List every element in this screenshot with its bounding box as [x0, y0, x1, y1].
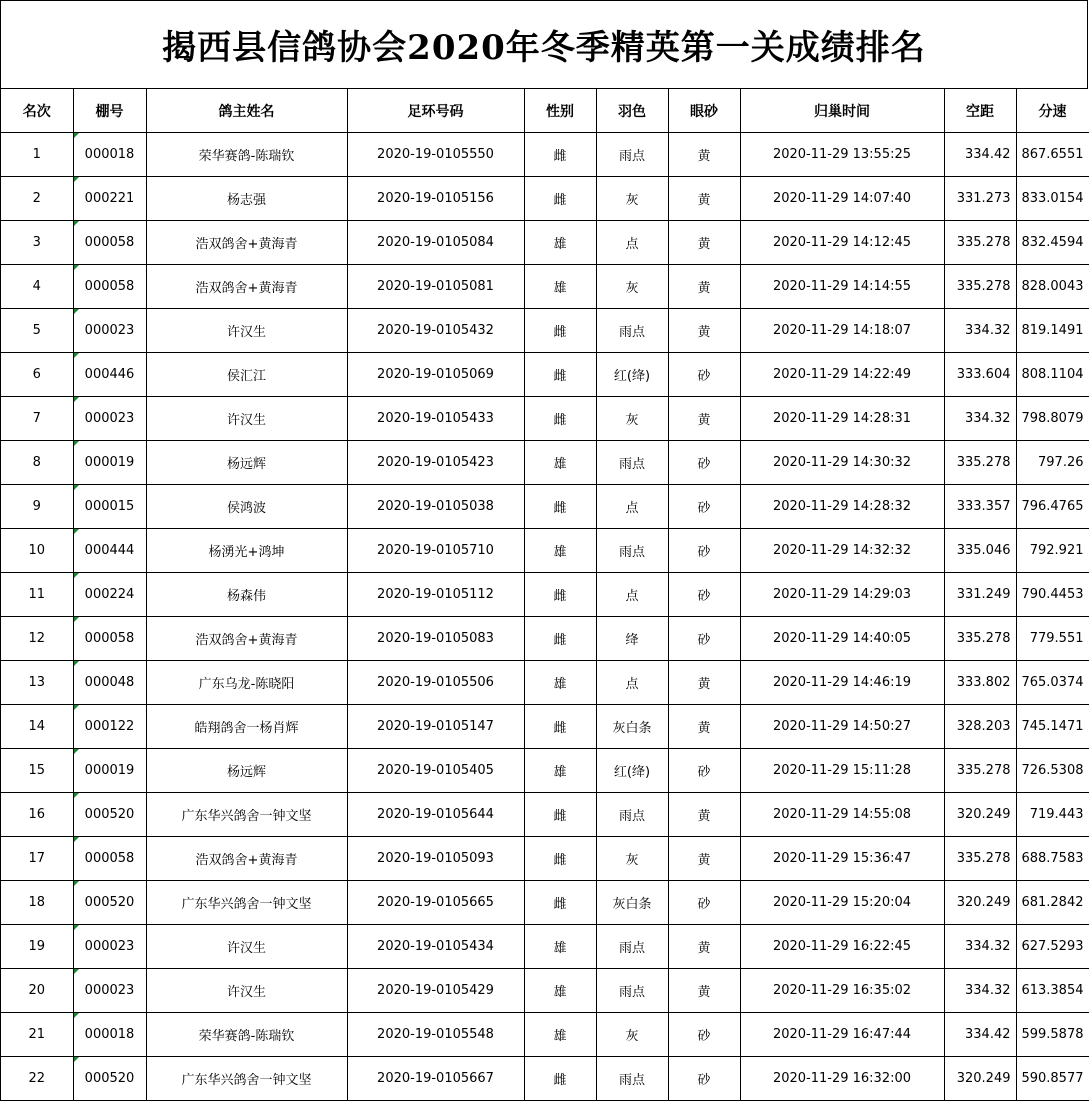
- speed-cell: 819.1491: [1016, 309, 1089, 353]
- col-header-sex: 性别: [524, 89, 596, 133]
- speed-cell: 792.921: [1016, 529, 1089, 573]
- distance-cell: 335.278: [944, 265, 1016, 309]
- ring-cell: 2020-19-0105038: [347, 485, 524, 529]
- color-cell: 点: [596, 573, 668, 617]
- owner-cell: 浩双鸽舍+黄海青: [146, 221, 347, 265]
- eye-cell: 砂: [668, 529, 740, 573]
- eye-cell: 黄: [668, 309, 740, 353]
- ring-cell: 2020-19-0105147: [347, 705, 524, 749]
- ring-cell: 2020-19-0105423: [347, 441, 524, 485]
- eye-cell: 黄: [668, 397, 740, 441]
- sex-cell: 雌: [524, 881, 596, 925]
- arrival-cell: 2020-11-29 14:14:55: [740, 265, 944, 309]
- color-cell: 雨点: [596, 309, 668, 353]
- color-cell: 雨点: [596, 529, 668, 573]
- owner-cell: 皓翔鸽舍一杨肖辉: [146, 705, 347, 749]
- rank-cell: 9: [1, 485, 73, 529]
- eye-cell: 黄: [668, 969, 740, 1013]
- owner-cell: 荣华赛鸽-陈瑞钦: [146, 133, 347, 177]
- color-cell: 灰: [596, 177, 668, 221]
- speed-cell: 627.5293: [1016, 925, 1089, 969]
- loft-cell: 000023: [73, 969, 146, 1013]
- arrival-cell: 2020-11-29 14:18:07: [740, 309, 944, 353]
- ring-cell: 2020-19-0105432: [347, 309, 524, 353]
- loft-cell: 000224: [73, 573, 146, 617]
- arrival-cell: 2020-11-29 13:55:25: [740, 133, 944, 177]
- loft-cell: 000058: [73, 221, 146, 265]
- sex-cell: 雌: [524, 793, 596, 837]
- table-row: [1, 529, 1089, 573]
- ring-cell: 2020-19-0105112: [347, 573, 524, 617]
- table-row: [1, 749, 1089, 793]
- loft-cell: 000019: [73, 749, 146, 793]
- owner-cell: 广东华兴鸽舍一钟文坚: [146, 793, 347, 837]
- ring-cell: 2020-19-0105405: [347, 749, 524, 793]
- sheet-title: 揭西县信鸽协会2020年冬季精英第一关成绩排名: [1, 1, 1088, 89]
- table-row: [1, 133, 1089, 177]
- speed-cell: 613.3854: [1016, 969, 1089, 1013]
- col-header-color: 羽色: [596, 89, 668, 133]
- ring-cell: 2020-19-0105710: [347, 529, 524, 573]
- distance-cell: 334.32: [944, 925, 1016, 969]
- table-body: [1, 133, 1089, 1101]
- color-cell: 雨点: [596, 1057, 668, 1101]
- col-header-arrival: 归巢时间: [740, 89, 944, 133]
- sex-cell: 雌: [524, 133, 596, 177]
- table-row: [1, 441, 1089, 485]
- distance-cell: 331.273: [944, 177, 1016, 221]
- distance-cell: 320.249: [944, 881, 1016, 925]
- col-header-eye: 眼砂: [668, 89, 740, 133]
- table-row: [1, 309, 1089, 353]
- distance-cell: 334.42: [944, 133, 1016, 177]
- color-cell: 红(绛): [596, 749, 668, 793]
- distance-cell: 333.357: [944, 485, 1016, 529]
- eye-cell: 砂: [668, 749, 740, 793]
- speed-cell: 798.8079: [1016, 397, 1089, 441]
- distance-cell: 335.046: [944, 529, 1016, 573]
- owner-cell: 许汉生: [146, 397, 347, 441]
- distance-cell: 333.604: [944, 353, 1016, 397]
- loft-cell: 000221: [73, 177, 146, 221]
- col-header-distance: 空距: [944, 89, 1016, 133]
- speed-cell: 797.26: [1016, 441, 1089, 485]
- arrival-cell: 2020-11-29 14:46:19: [740, 661, 944, 705]
- eye-cell: 砂: [668, 1057, 740, 1101]
- eye-cell: 砂: [668, 573, 740, 617]
- color-cell: 灰: [596, 837, 668, 881]
- rank-cell: 15: [1, 749, 73, 793]
- loft-cell: 000018: [73, 1013, 146, 1057]
- owner-cell: 浩双鸽舍+黄海青: [146, 617, 347, 661]
- rank-cell: 21: [1, 1013, 73, 1057]
- owner-cell: 浩双鸽舍+黄海青: [146, 265, 347, 309]
- color-cell: 灰: [596, 265, 668, 309]
- sex-cell: 雌: [524, 837, 596, 881]
- owner-cell: 广东华兴鸽舍一钟文坚: [146, 881, 347, 925]
- ring-cell: 2020-19-0105550: [347, 133, 524, 177]
- arrival-cell: 2020-11-29 15:11:28: [740, 749, 944, 793]
- table-row: [1, 793, 1089, 837]
- color-cell: 雨点: [596, 969, 668, 1013]
- sex-cell: 雄: [524, 221, 596, 265]
- rank-cell: 19: [1, 925, 73, 969]
- color-cell: 点: [596, 661, 668, 705]
- owner-cell: 荣华赛鸽-陈瑞钦: [146, 1013, 347, 1057]
- rank-cell: 11: [1, 573, 73, 617]
- speed-cell: 688.7583: [1016, 837, 1089, 881]
- eye-cell: 黄: [668, 265, 740, 309]
- rank-cell: 14: [1, 705, 73, 749]
- owner-cell: 许汉生: [146, 309, 347, 353]
- sex-cell: 雄: [524, 265, 596, 309]
- distance-cell: 333.802: [944, 661, 1016, 705]
- table-row: [1, 617, 1089, 661]
- sex-cell: 雌: [524, 353, 596, 397]
- sex-cell: 雌: [524, 485, 596, 529]
- col-header-ring: 足环号码: [347, 89, 524, 133]
- table-row: [1, 397, 1089, 441]
- eye-cell: 黄: [668, 705, 740, 749]
- speed-cell: 745.1471: [1016, 705, 1089, 749]
- distance-cell: 335.278: [944, 441, 1016, 485]
- loft-cell: 000520: [73, 793, 146, 837]
- color-cell: 绛: [596, 617, 668, 661]
- eye-cell: 黄: [668, 925, 740, 969]
- rank-cell: 17: [1, 837, 73, 881]
- eye-cell: 砂: [668, 881, 740, 925]
- eye-cell: 砂: [668, 617, 740, 661]
- arrival-cell: 2020-11-29 16:22:45: [740, 925, 944, 969]
- speed-cell: 796.4765: [1016, 485, 1089, 529]
- color-cell: 雨点: [596, 441, 668, 485]
- color-cell: 点: [596, 221, 668, 265]
- ring-cell: 2020-19-0105429: [347, 969, 524, 1013]
- arrival-cell: 2020-11-29 14:30:32: [740, 441, 944, 485]
- table-row: [1, 969, 1089, 1013]
- rank-cell: 13: [1, 661, 73, 705]
- ring-cell: 2020-19-0105433: [347, 397, 524, 441]
- owner-cell: 杨远辉: [146, 441, 347, 485]
- ring-cell: 2020-19-0105665: [347, 881, 524, 925]
- table-row: [1, 485, 1089, 529]
- distance-cell: 335.278: [944, 749, 1016, 793]
- ring-cell: 2020-19-0105069: [347, 353, 524, 397]
- distance-cell: 331.249: [944, 573, 1016, 617]
- distance-cell: 320.249: [944, 1057, 1016, 1101]
- ring-cell: 2020-19-0105667: [347, 1057, 524, 1101]
- owner-cell: 杨远辉: [146, 749, 347, 793]
- speed-cell: 832.4594: [1016, 221, 1089, 265]
- sex-cell: 雄: [524, 529, 596, 573]
- col-header-loft: 棚号: [73, 89, 146, 133]
- rank-cell: 16: [1, 793, 73, 837]
- eye-cell: 黄: [668, 661, 740, 705]
- table-row: [1, 837, 1089, 881]
- speed-cell: 867.6551: [1016, 133, 1089, 177]
- owner-cell: 杨志强: [146, 177, 347, 221]
- eye-cell: 黄: [668, 133, 740, 177]
- eye-cell: 砂: [668, 441, 740, 485]
- table-row: [1, 1057, 1089, 1101]
- distance-cell: 334.32: [944, 397, 1016, 441]
- speed-cell: 590.8577: [1016, 1057, 1089, 1101]
- rank-cell: 6: [1, 353, 73, 397]
- color-cell: 雨点: [596, 925, 668, 969]
- rank-cell: 8: [1, 441, 73, 485]
- eye-cell: 砂: [668, 1013, 740, 1057]
- table-row: [1, 661, 1089, 705]
- eye-cell: 黄: [668, 837, 740, 881]
- arrival-cell: 2020-11-29 14:50:27: [740, 705, 944, 749]
- loft-cell: 000058: [73, 617, 146, 661]
- rank-cell: 5: [1, 309, 73, 353]
- speed-cell: 790.4453: [1016, 573, 1089, 617]
- arrival-cell: 2020-11-29 14:32:32: [740, 529, 944, 573]
- col-header-speed: 分速: [1016, 89, 1089, 133]
- rank-cell: 18: [1, 881, 73, 925]
- owner-cell: 许汉生: [146, 925, 347, 969]
- sex-cell: 雌: [524, 705, 596, 749]
- speed-cell: 828.0043: [1016, 265, 1089, 309]
- ring-cell: 2020-19-0105434: [347, 925, 524, 969]
- loft-cell: 000520: [73, 881, 146, 925]
- speed-cell: 599.5878: [1016, 1013, 1089, 1057]
- color-cell: 红(绛): [596, 353, 668, 397]
- sex-cell: 雄: [524, 661, 596, 705]
- speed-cell: 808.1104: [1016, 353, 1089, 397]
- ring-cell: 2020-19-0105084: [347, 221, 524, 265]
- owner-cell: 杨湧光+鸿坤: [146, 529, 347, 573]
- color-cell: 点: [596, 485, 668, 529]
- header-row: [1, 89, 1089, 133]
- rank-cell: 20: [1, 969, 73, 1013]
- sex-cell: 雌: [524, 617, 596, 661]
- ring-cell: 2020-19-0105548: [347, 1013, 524, 1057]
- rank-cell: 10: [1, 529, 73, 573]
- distance-cell: 335.278: [944, 837, 1016, 881]
- owner-cell: 广东乌龙-陈晓阳: [146, 661, 347, 705]
- table-row: [1, 925, 1089, 969]
- sex-cell: 雌: [524, 1057, 596, 1101]
- ring-cell: 2020-19-0105644: [347, 793, 524, 837]
- owner-cell: 许汉生: [146, 969, 347, 1013]
- owner-cell: 侯汇江: [146, 353, 347, 397]
- eye-cell: 砂: [668, 353, 740, 397]
- sex-cell: 雄: [524, 925, 596, 969]
- arrival-cell: 2020-11-29 14:55:08: [740, 793, 944, 837]
- distance-cell: 328.203: [944, 705, 1016, 749]
- arrival-cell: 2020-11-29 14:28:31: [740, 397, 944, 441]
- arrival-cell: 2020-11-29 14:40:05: [740, 617, 944, 661]
- arrival-cell: 2020-11-29 14:28:32: [740, 485, 944, 529]
- speed-cell: 779.551: [1016, 617, 1089, 661]
- distance-cell: 335.278: [944, 221, 1016, 265]
- eye-cell: 黄: [668, 221, 740, 265]
- color-cell: 灰白条: [596, 881, 668, 925]
- loft-cell: 000048: [73, 661, 146, 705]
- loft-cell: 000023: [73, 925, 146, 969]
- speed-cell: 765.0374: [1016, 661, 1089, 705]
- rank-cell: 4: [1, 265, 73, 309]
- arrival-cell: 2020-11-29 15:36:47: [740, 837, 944, 881]
- table-row: [1, 221, 1089, 265]
- rank-cell: 7: [1, 397, 73, 441]
- table-row: [1, 1013, 1089, 1057]
- arrival-cell: 2020-11-29 16:47:44: [740, 1013, 944, 1057]
- eye-cell: 黄: [668, 793, 740, 837]
- speed-cell: 719.443: [1016, 793, 1089, 837]
- sex-cell: 雌: [524, 573, 596, 617]
- sex-cell: 雄: [524, 749, 596, 793]
- table-row: [1, 353, 1089, 397]
- speed-cell: 833.0154: [1016, 177, 1089, 221]
- rank-cell: 3: [1, 221, 73, 265]
- ring-cell: 2020-19-0105083: [347, 617, 524, 661]
- color-cell: 雨点: [596, 133, 668, 177]
- ring-cell: 2020-19-0105093: [347, 837, 524, 881]
- eye-cell: 黄: [668, 177, 740, 221]
- distance-cell: 335.278: [944, 617, 1016, 661]
- arrival-cell: 2020-11-29 15:20:04: [740, 881, 944, 925]
- loft-cell: 000520: [73, 1057, 146, 1101]
- arrival-cell: 2020-11-29 14:12:45: [740, 221, 944, 265]
- table-row: [1, 265, 1089, 309]
- owner-cell: 浩双鸽舍+黄海青: [146, 837, 347, 881]
- col-header-owner: 鸽主姓名: [146, 89, 347, 133]
- sex-cell: 雌: [524, 309, 596, 353]
- speed-cell: 726.5308: [1016, 749, 1089, 793]
- owner-cell: 杨森伟: [146, 573, 347, 617]
- color-cell: 灰: [596, 1013, 668, 1057]
- color-cell: 灰: [596, 397, 668, 441]
- loft-cell: 000446: [73, 353, 146, 397]
- sex-cell: 雄: [524, 1013, 596, 1057]
- loft-cell: 000015: [73, 485, 146, 529]
- rank-cell: 2: [1, 177, 73, 221]
- loft-cell: 000023: [73, 397, 146, 441]
- loft-cell: 000058: [73, 837, 146, 881]
- loft-cell: 000058: [73, 265, 146, 309]
- loft-cell: 000019: [73, 441, 146, 485]
- loft-cell: 000444: [73, 529, 146, 573]
- table-row: [1, 573, 1089, 617]
- rank-cell: 1: [1, 133, 73, 177]
- arrival-cell: 2020-11-29 14:07:40: [740, 177, 944, 221]
- table-row: [1, 177, 1089, 221]
- rank-cell: 12: [1, 617, 73, 661]
- sex-cell: 雌: [524, 397, 596, 441]
- ring-cell: 2020-19-0105081: [347, 265, 524, 309]
- loft-cell: 000018: [73, 133, 146, 177]
- col-header-rank: 名次: [1, 89, 73, 133]
- rank-cell: 22: [1, 1057, 73, 1101]
- arrival-cell: 2020-11-29 14:22:49: [740, 353, 944, 397]
- arrival-cell: 2020-11-29 14:29:03: [740, 573, 944, 617]
- owner-cell: 广东华兴鸽舍一钟文坚: [146, 1057, 347, 1101]
- arrival-cell: 2020-11-29 16:32:00: [740, 1057, 944, 1101]
- sex-cell: 雌: [524, 177, 596, 221]
- arrival-cell: 2020-11-29 16:35:02: [740, 969, 944, 1013]
- distance-cell: 334.42: [944, 1013, 1016, 1057]
- loft-cell: 000023: [73, 309, 146, 353]
- color-cell: 灰白条: [596, 705, 668, 749]
- sex-cell: 雄: [524, 441, 596, 485]
- table-row: [1, 705, 1089, 749]
- results-table: [1, 89, 1089, 1101]
- ring-cell: 2020-19-0105506: [347, 661, 524, 705]
- sex-cell: 雄: [524, 969, 596, 1013]
- distance-cell: 320.249: [944, 793, 1016, 837]
- eye-cell: 砂: [668, 485, 740, 529]
- loft-cell: 000122: [73, 705, 146, 749]
- owner-cell: 侯鸿波: [146, 485, 347, 529]
- color-cell: 雨点: [596, 793, 668, 837]
- speed-cell: 681.2842: [1016, 881, 1089, 925]
- distance-cell: 334.32: [944, 969, 1016, 1013]
- ring-cell: 2020-19-0105156: [347, 177, 524, 221]
- table-row: [1, 881, 1089, 925]
- distance-cell: 334.32: [944, 309, 1016, 353]
